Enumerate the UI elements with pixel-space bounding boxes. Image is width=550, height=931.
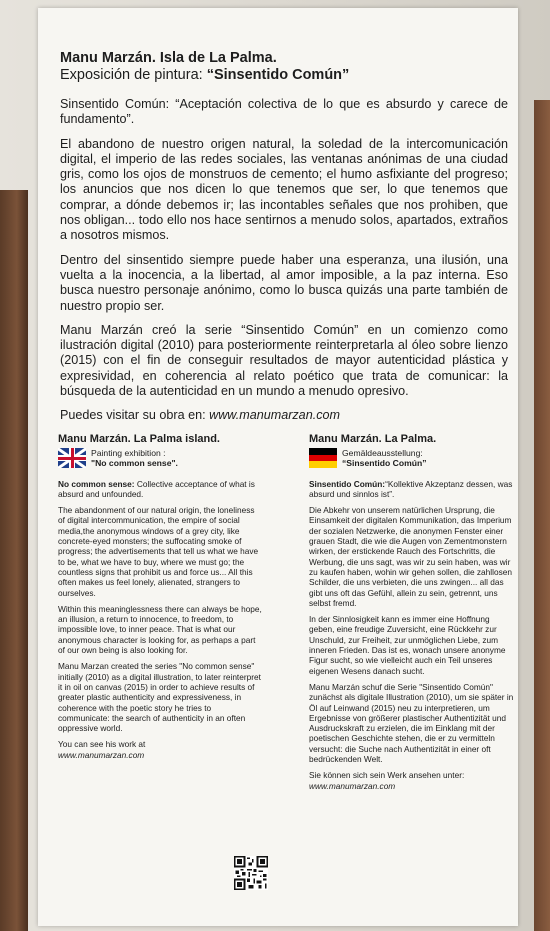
exhibition-label: Gemäldeausstellung: [342, 448, 423, 458]
website-link[interactable]: www.manumarzan.com [309, 780, 396, 791]
german-exhibition [309, 448, 514, 469]
german-paragraph: Die Abkehr von unserem natürlichen Ursprung, die Einsamkeit der digitalen Kommunikation, das Imperium der sozialen Netzwerke, die anonymen Fenster einer grauen Stadt, die wie die Augen von Zementmonstern wirken, der erstickende Rauch des Fortschritts, die Werbung, die uns sagt, was wir zu sein haben, was wir zu kaufen haben, wohin wir gehen sollen, die zahllosen Schilder, die uns verbieten, die uns zwingen... all das gibt uns oft das Gefühl, allein zu sein, getrennt, uns selbst fremd. [309, 505, 512, 608]
spanish-paragraph: Dentro del sinsentido siempre puede haber una esperanza, una ilusión, una vuelta a la inocencia, a la libertad, al amor imposible, a la paz interna. Eso busca nuestro personaje anónimo, como lo busca quizás una parte también de nuestro propio ser. [60, 252, 508, 313]
germany-flag-icon [309, 448, 337, 468]
qr-code-icon[interactable] [234, 856, 268, 890]
spanish-paragraph: El abandono de nuestro origen natural, la soledad de la intercomunicación digital, el imperio de las redes sociales, las ventanas anónimas de una ciudad gris, como los ojos de monstruos de cemento; el humo asfixiante del progreso; los anuncios que nos dicen lo que tenemos que ser, lo que tenemos que comprar, a dónde debemos ir; las incontables señales que nos prohiben, que nos obligan... todo ello nos hace sentirnos a menudo solos, apartados, extraños a nosotros mismos. [60, 136, 508, 243]
english-paragraph: No common sense: Collective acceptance of what is absurd and unfounded. [58, 478, 255, 499]
german-paragraph: In der Sinnlosigkeit kann es immer eine Hoffnung geben, eine freudige Zuversicht, eine Rückkehr zur Unschuld, zur Freiheit, zur unmöglichen Liebe, zum inneren Frieden. Das ist es, wonach unsere anonyme Figur sucht, so wie vielleicht auch ein Teil unseres eigenen Wesens danach sucht. [309, 614, 506, 676]
picture-frame-right [534, 100, 550, 931]
english-paragraph: The abandonment of our natural origin, the loneliness of digital intercommunication, the empire of social media,the anonymous windows of a grey city, like concrete-eyed monsters; the suffocating smoke of progress; the advertisements that tell us what we have to be, what we have to buy, where we must go; the countless signs that prohibit us and force us... All this often makes us feel lonely, alienated, strangers to ourselves. [58, 505, 259, 598]
english-paragraph: Within this meaninglessness there can always be hope, an illusion, a return to innocence, to freedom, to impossible love, to inner peace. That is what our anonymous character is looking for, as perhaps a part of our own being is also looking for. [58, 603, 262, 656]
poster-title: Manu Marzán. Isla de La Palma. [60, 50, 277, 66]
uk-flag-icon [58, 448, 86, 468]
german-paragraph: Manu Marzán schuf die Serie "Sinsentido Común" zunächst als digitale Illustration (2010), um sie später in Öl auf Leinwand (2015) neu zu interpretieren, um Ergebnisse von größerer plastischer Authentizität und Ausdruckskraft zu erzielen, die im Einklang mit der poetischen Geschichte stehen, die er zu vermitteln versucht: die Suche nach Authentizität in einer oft bedrückenden Welt. [309, 681, 514, 765]
poster-header [60, 50, 500, 84]
spanish-paragraph: Manu Marzán creó la serie “Sinsentido Común” en un comienzo como ilustración digital (2010) para posteriormente reinterpretarla al óleo sobre lienzo (2015) con el fin de conseguir resultados de mayor autenticidad plástica y expresividad, en coherencia al relato poético que trata de comunicar: la búsqueda de la autenticidad en un mundo a menudo opresivo. [60, 322, 508, 399]
term-label: No common sense: [58, 478, 135, 489]
english-paragraph: Manu Marzan created the series "No common sense" initially (2010) as a digital illustration, to later reinterpret it in oil on canvas (2015) in order to achieve results of greater plastic authenticity and expressiveness, in coherence with the poetic story he tries to communicate: the search of authenticity in an often oppressive world. [58, 661, 261, 734]
german-paragraph: Sinsentido Común:“Kollektive Akzeptanz dessen, was absurd und sinnlos ist”. [309, 478, 513, 499]
exhibition-name: “Sinsentido Común” [342, 458, 427, 469]
exhibition-poster [38, 8, 518, 926]
term-label: Sinsentido Común: [309, 478, 386, 489]
spanish-paragraph: Sinsentido Común: “Aceptación colectiva de lo que es absurdo y carece de fundamento”. [60, 97, 508, 127]
german-column [309, 433, 514, 797]
exhibition-label: Painting exhibition : [91, 448, 166, 458]
exhibition-name: “Sinsentido Común” [206, 67, 350, 83]
exhibition-name: "No common sense". [91, 458, 178, 469]
website-link[interactable]: www.manumarzan.com [58, 749, 145, 760]
german-title: Manu Marzán. La Palma. [309, 433, 437, 445]
german-website: Sie können sich sein Werk ansehen unter: www.manumarzan.com [309, 770, 465, 791]
spanish-website [60, 408, 508, 423]
english-exhibition [58, 448, 263, 469]
spanish-text [60, 97, 508, 433]
english-website: You can see his work at www.manumarzan.com [58, 739, 146, 760]
subtitle-prefix: Exposición de pintura: [60, 67, 207, 83]
website-prefix: Puedes visitar su obra en: [60, 408, 210, 423]
picture-frame-left [0, 190, 28, 931]
website-link[interactable]: www.manumarzan.com [209, 408, 340, 423]
english-title: Manu Marzán. La Palma island. [58, 433, 220, 445]
poster-subtitle [60, 67, 500, 84]
english-column [58, 433, 263, 766]
